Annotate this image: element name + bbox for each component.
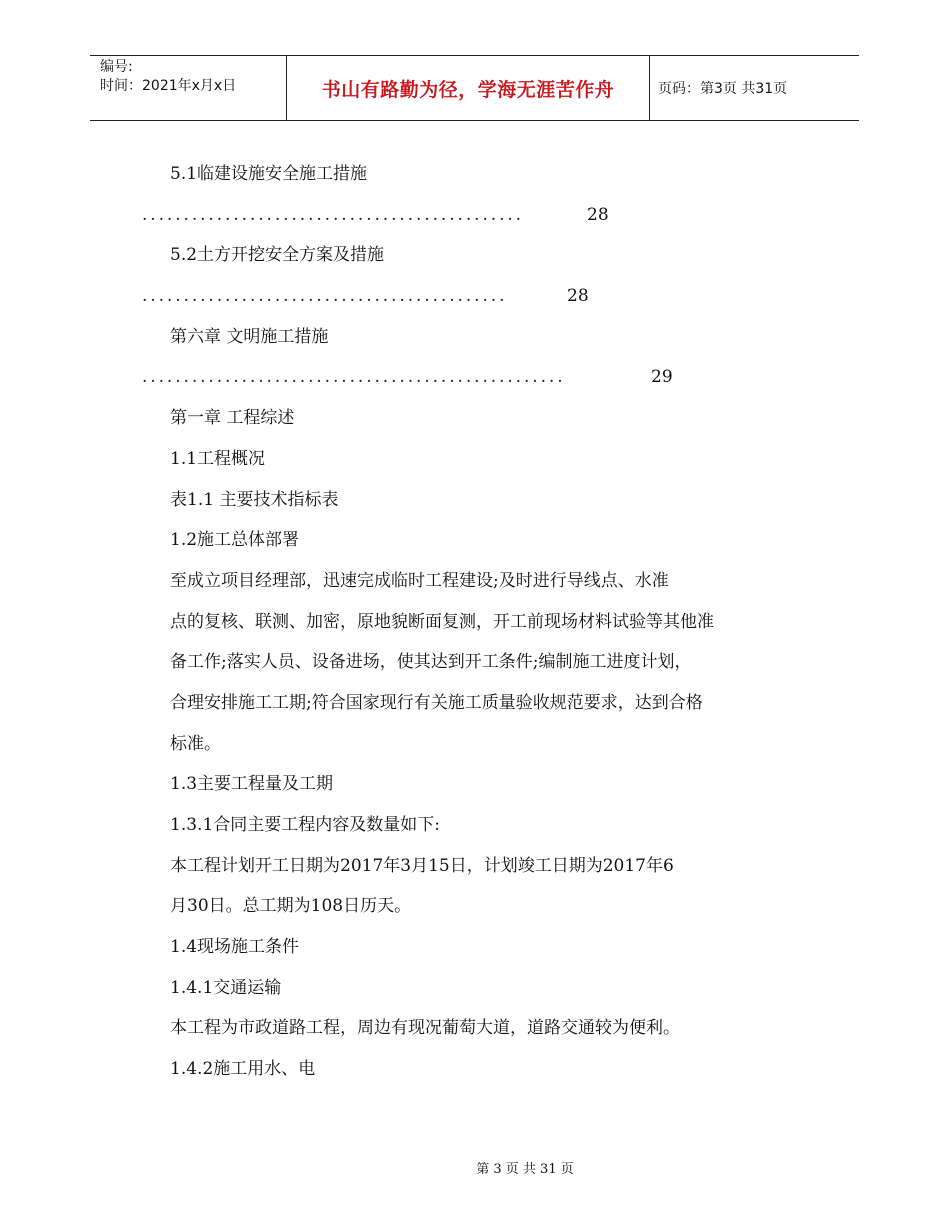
section-heading: 1.4现场施工条件 xyxy=(170,937,300,958)
toc-entry-leader xyxy=(0,282,950,323)
toc-leader-dots: ............................................ xyxy=(142,286,508,307)
paragraph-line: 至成立项目经理部，迅速完成临时工程建设;及时进行导线点、水准 xyxy=(170,570,669,591)
subsection-heading: 1.3.1合同主要工程内容及数量如下: xyxy=(170,815,440,835)
toc-page-number: 29 xyxy=(651,367,673,388)
toc-page-number: 28 xyxy=(587,204,609,225)
header-page-code: 页码：第3页 共31页 xyxy=(658,81,788,97)
section-heading: 1.3主要工程量及工期 xyxy=(170,774,334,795)
paragraph-line: 备工作;落实人员、设备进场，使其达到开工条件;编制施工进度计划， xyxy=(170,652,692,673)
toc-entry-title: 第六章 文明施工措施 xyxy=(170,326,329,347)
header-meta-cell xyxy=(90,56,286,120)
toc-leader-dots: .............................................. xyxy=(142,204,524,225)
toc-leader-dots: ................................................... xyxy=(142,367,566,388)
toc-entry-title: 5.2土方开挖安全方案及措施 xyxy=(170,245,385,266)
table-caption: 表1.1 主要技术指标表 xyxy=(170,489,339,510)
document-time-label: 时间：2021年x月x日 xyxy=(100,78,237,94)
document-body xyxy=(0,160,950,1096)
paragraph-line: 月30日。总工期为108日历天。 xyxy=(170,896,412,917)
section-heading: 1.1工程概况 xyxy=(170,448,266,469)
subsection-heading: 1.4.2施工用水、电 xyxy=(170,1059,316,1080)
paragraph-line: 本工程为市政道路工程，周边有现况葡萄大道，道路交通较为便利。 xyxy=(170,1018,680,1039)
toc-entry-leader xyxy=(0,201,950,242)
subsection-heading: 1.4.1交通运输 xyxy=(170,977,282,998)
paragraph-line: 合理安排施工工期;符合国家现行有关施工质量验收规范要求，达到合格 xyxy=(170,692,703,713)
section-heading: 1.2施工总体部署 xyxy=(170,530,300,551)
paragraph-line: 标准。 xyxy=(170,733,221,754)
chapter-heading: 第一章 工程综述 xyxy=(170,408,295,429)
document-number-label: 编号: xyxy=(100,59,133,75)
toc-entry-leader xyxy=(0,363,950,404)
paragraph-line: 本工程计划开工日期为2017年3月15日，计划竣工日期为2017年6 xyxy=(170,855,674,876)
header-page-cell xyxy=(650,56,859,120)
toc-page-number: 28 xyxy=(567,286,589,307)
page-header xyxy=(90,55,859,121)
toc-entry-title: 5.1临建设施安全施工措施 xyxy=(170,164,368,184)
header-motto: 书山有路勤为径，学海无涯苦作舟 xyxy=(321,78,615,101)
paragraph-line: 点的复核、联测、加密，原地貌断面复测，开工前现场材料试验等其他准 xyxy=(170,611,714,632)
page-footer: 第 3 页 共 31 页 xyxy=(476,1162,574,1177)
header-motto-cell xyxy=(286,56,650,120)
